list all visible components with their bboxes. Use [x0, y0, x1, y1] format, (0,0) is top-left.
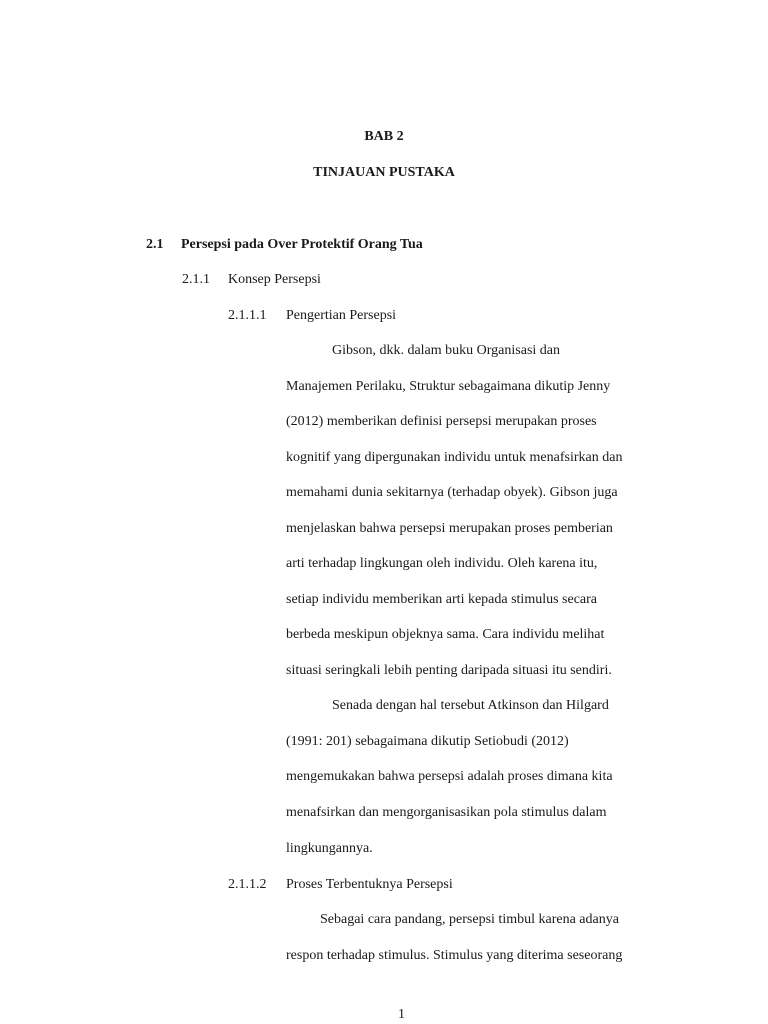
text-line: setiap individu memberikan arti kepada stimulus secara	[286, 592, 598, 607]
text-line: lingkungannya.	[286, 841, 373, 856]
text-line: menafsirkan dan mengorganisasikan pola stimulus dalam	[286, 805, 607, 820]
text-line: Gibson, dkk. dalam buku Organisasi dan	[332, 343, 560, 358]
section-2-1-1-1-number: 2.1.1.1	[228, 308, 267, 323]
section-2-1-1-2-number: 2.1.1.2	[228, 877, 267, 892]
text-line: mengemukakan bahwa persepsi adalah proses dimana kita	[286, 769, 613, 784]
text-line: berbeda meskipun objeknya sama. Cara individu melihat	[286, 627, 605, 642]
section-2-1-1-1-title: Pengertian Persepsi	[286, 308, 397, 323]
text-line: kognitif yang dipergunakan individu untuk menafsirkan dan	[286, 450, 623, 465]
text-line: (1991: 201) sebagaimana dikutip Setiobudi (2012)	[286, 734, 569, 749]
text-line: Manajemen Perilaku, Struktur sebagaimana dikutip Jenny	[286, 379, 611, 394]
text-line: (2012) memberikan definisi persepsi merupakan proses	[286, 414, 597, 429]
text-line: Sebagai cara pandang, persepsi timbul karena adanya	[320, 912, 619, 927]
text-line: situasi seringkali lebih penting daripada situasi itu sendiri.	[286, 663, 612, 678]
section-2-1-1-2-title: Proses Terbentuknya Persepsi	[286, 877, 453, 892]
text-line: memahami dunia sekitarnya (terhadap obyek). Gibson juga	[286, 485, 618, 500]
section-2-1-number: 2.1	[146, 237, 164, 252]
text-line: arti terhadap lingkungan oleh individu. Oleh karena itu,	[286, 556, 598, 571]
chapter-label: BAB 2	[364, 129, 404, 144]
text-line: Senada dengan hal tersebut Atkinson dan Hilgard	[332, 698, 609, 713]
text-line: menjelaskan bahwa persepsi merupakan proses pemberian	[286, 521, 613, 536]
section-2-1-title: Persepsi pada Over Protektif Orang Tua	[181, 237, 423, 252]
section-2-1-1-title: Konsep Persepsi	[228, 272, 321, 287]
chapter-title: TINJAUAN PUSTAKA	[313, 165, 455, 180]
section-2-1-1-number: 2.1.1	[182, 272, 210, 287]
page-number: 1	[398, 1007, 405, 1022]
text-line: respon terhadap stimulus. Stimulus yang diterima seseorang	[286, 948, 623, 963]
